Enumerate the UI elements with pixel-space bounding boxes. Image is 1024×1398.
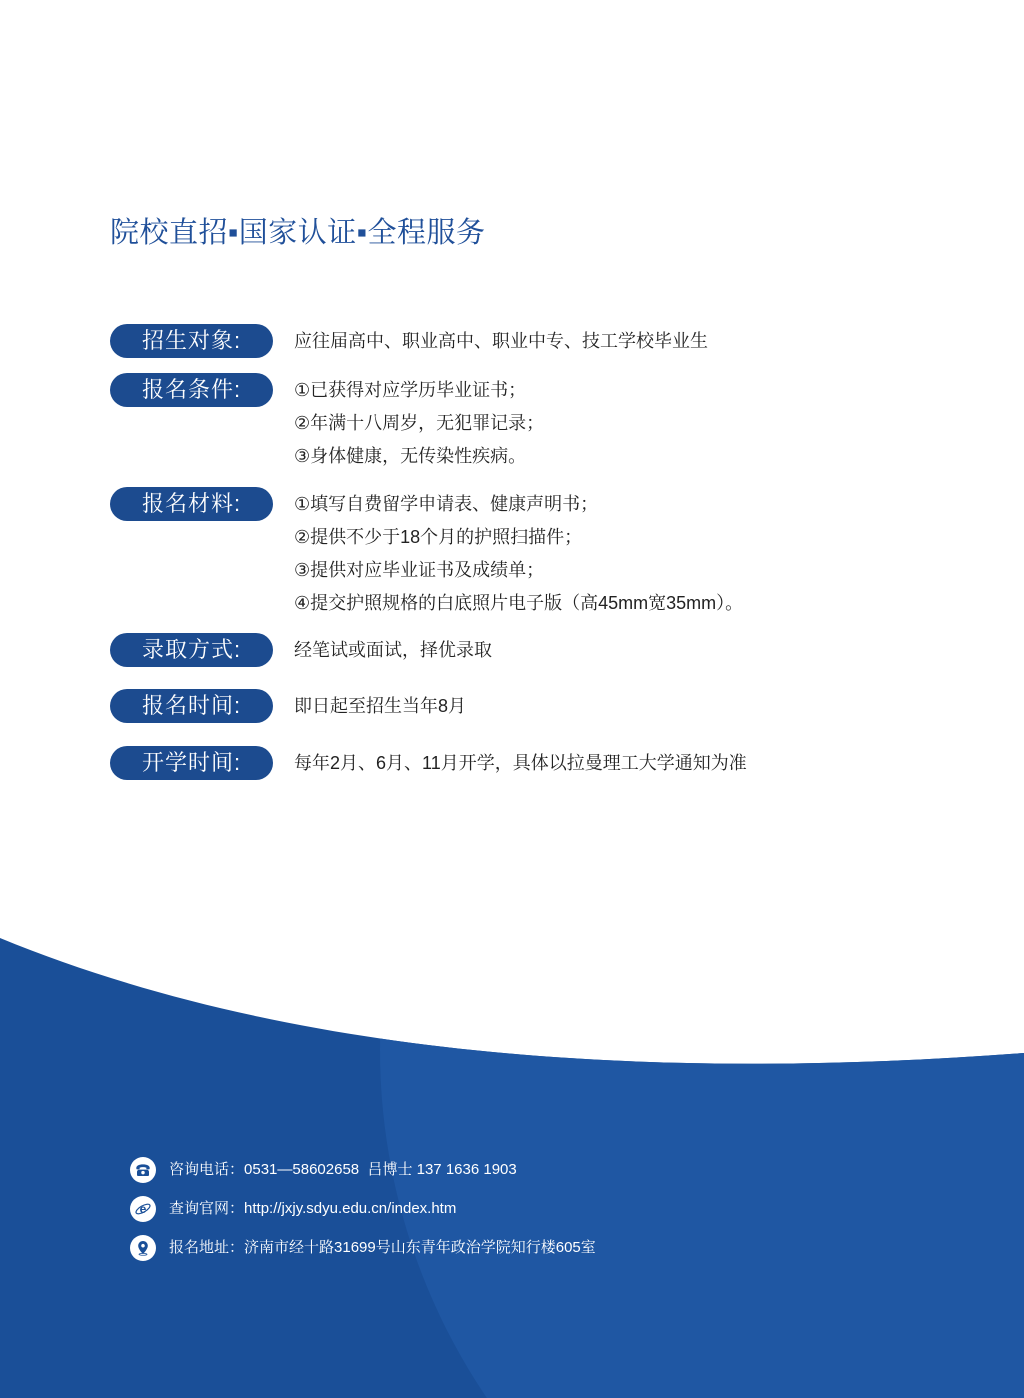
content-line: ①已获得对应学历毕业证书； bbox=[294, 380, 527, 400]
page-title: 院校直招▪国家认证▪全程服务 bbox=[110, 217, 486, 249]
section-content bbox=[294, 487, 743, 619]
section-label: 开学时间: bbox=[110, 746, 273, 780]
content-line: ①填写自费留学申请表、健康声明书； bbox=[294, 494, 599, 514]
content-line: 经笔试或面试，择优录取 bbox=[294, 640, 492, 660]
content-line: 即日起至招生当年8月 bbox=[294, 696, 467, 716]
contact-phone bbox=[130, 1157, 730, 1183]
section-content bbox=[294, 746, 747, 779]
browser-e-icon bbox=[130, 1196, 156, 1222]
content-line: ②提供不少于18个月的护照扫描件； bbox=[294, 527, 583, 547]
content-line: ③身体健康，无传染性疾病。 bbox=[294, 446, 527, 466]
section-content bbox=[294, 689, 466, 722]
contact-website bbox=[130, 1196, 730, 1222]
contact-value: 0531—58602658 吕博士 137 1636 1903 bbox=[244, 1161, 517, 1178]
content-line: ③提供对应毕业证书及成绩单； bbox=[294, 560, 545, 580]
section-content bbox=[294, 633, 492, 666]
location-pin-icon bbox=[130, 1235, 156, 1261]
contact-text bbox=[169, 1235, 596, 1261]
svg-text:e: e bbox=[139, 1201, 147, 1216]
phone-icon bbox=[130, 1157, 156, 1183]
content-line: 应往届高中、职业高中、职业中专、技工学校毕业生 bbox=[294, 331, 708, 351]
section-label: 报名条件: bbox=[110, 373, 273, 407]
section-label: 报名时间: bbox=[110, 689, 273, 723]
section-label: 招生对象: bbox=[110, 324, 273, 358]
contact-address bbox=[130, 1235, 730, 1261]
contact-text bbox=[169, 1157, 517, 1183]
contact-label: 报名地址： bbox=[169, 1239, 245, 1256]
contact-value: http://jxjy.sdyu.edu.cn/index.htm bbox=[244, 1200, 457, 1217]
section-content bbox=[294, 324, 708, 357]
content-line: 每年2月、6月、11月开学，具体以拉曼理工大学通知为准 bbox=[294, 753, 747, 773]
content-line: ④提交护照规格的白底照片电子版（高45mm宽35mm）。 bbox=[294, 593, 744, 613]
section-content bbox=[294, 373, 544, 472]
contact-label: 查询官网： bbox=[169, 1200, 245, 1217]
contact-value: 济南市经十路31699号山东青年政治学院知行楼605室 bbox=[244, 1239, 596, 1256]
section-label: 录取方式: bbox=[110, 633, 273, 667]
contact-text bbox=[169, 1196, 456, 1222]
contact-label: 咨询电话： bbox=[169, 1161, 245, 1178]
content-line: ②年满十八周岁，无犯罪记录； bbox=[294, 413, 545, 433]
section-label: 报名材料: bbox=[110, 487, 273, 521]
